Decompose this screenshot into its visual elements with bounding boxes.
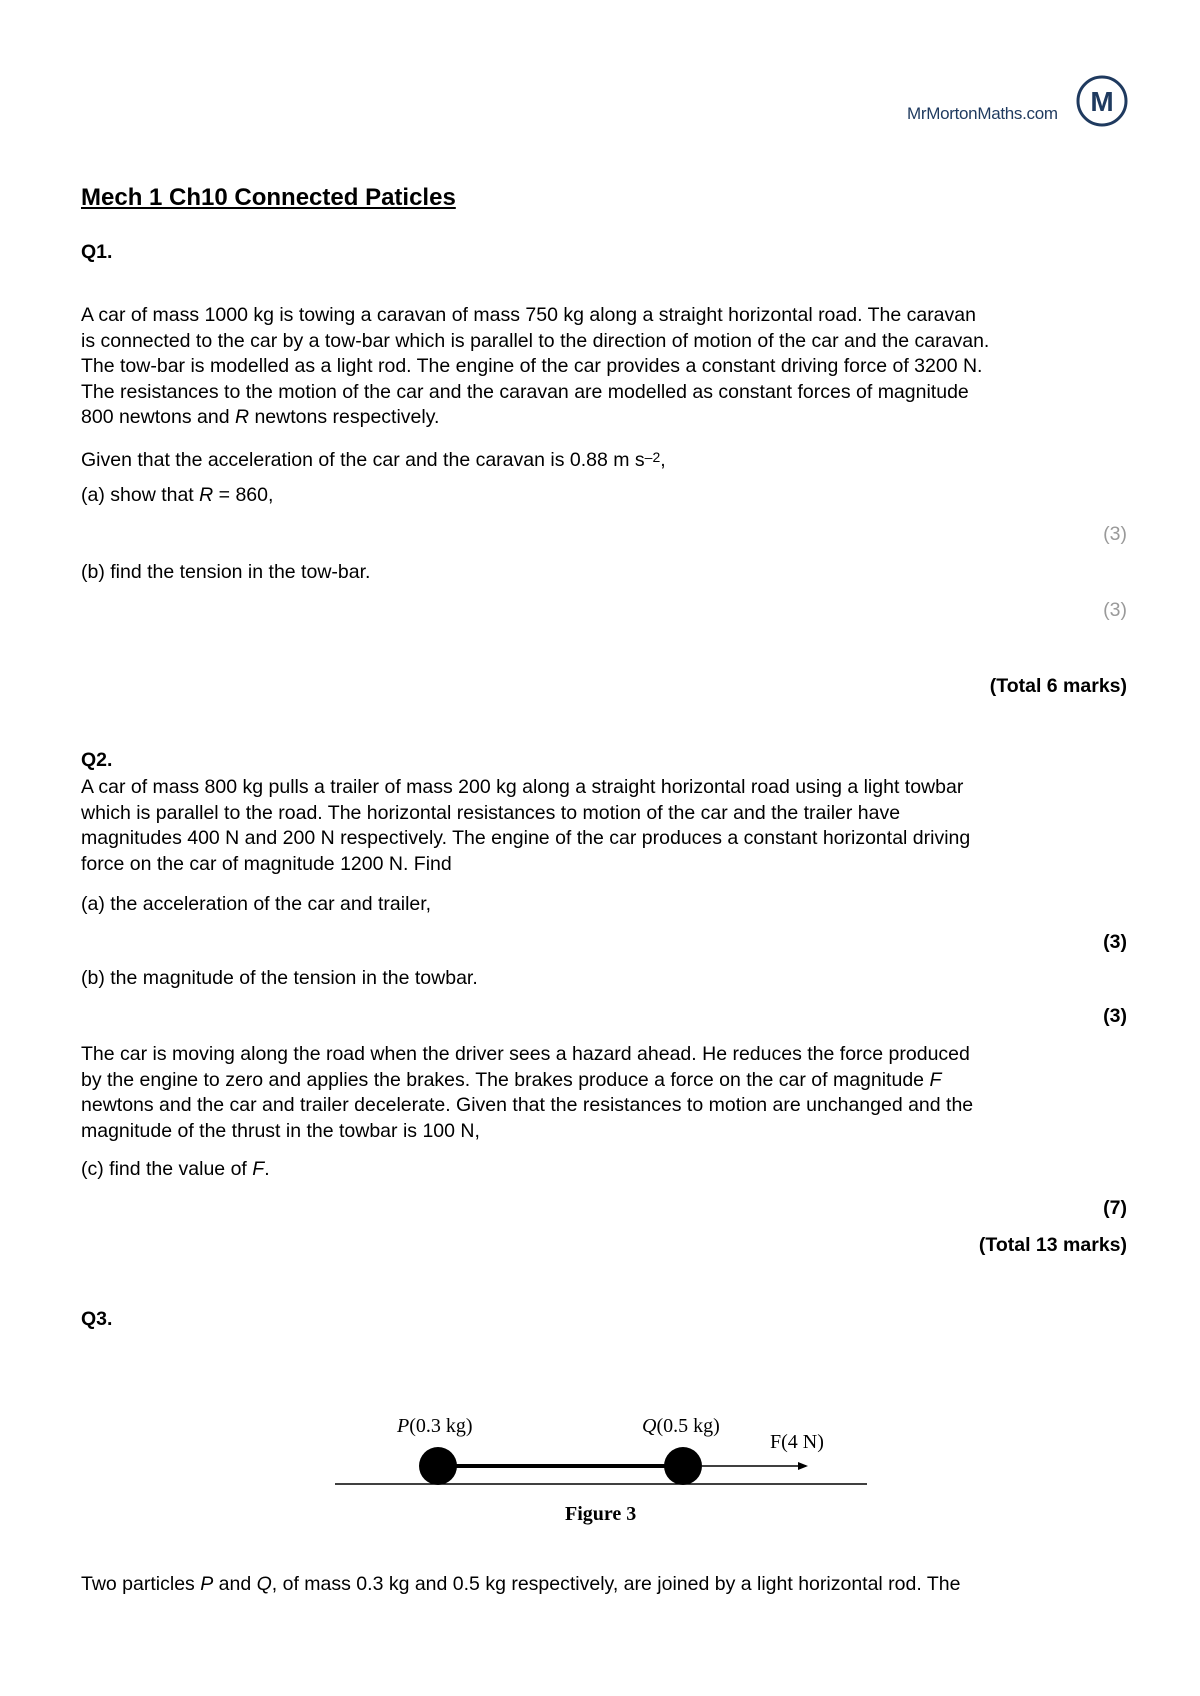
q2-para-line: newtons and the car and trailer decelerate. Given that the resistances to motion are unchanged and the bbox=[81, 1094, 974, 1116]
q2-para-line: by the engine to zero and applies the brakes. The brakes produce a force on the car of magnitude F bbox=[81, 1068, 942, 1091]
q1-part-b-marks: (3) bbox=[1103, 599, 1127, 621]
figure-caption: Figure 3 bbox=[565, 1503, 637, 1525]
q1-given: Given that the acceleration of the car and the caravan is 0.88 m $s^{-2}$, bbox=[81, 449, 666, 471]
site-logo bbox=[900, 74, 1130, 134]
q1-stem-line: The resistances to the motion of the car and the caravan are modelled as constant forces of magnitude bbox=[81, 380, 969, 403]
q2-stem bbox=[81, 775, 1131, 877]
q2-stem-line: magnitudes 400 N and 200 N respectively. The engine of the car produces a constant horizontal driving bbox=[81, 827, 971, 849]
q2-part-a-marks: (3) bbox=[1103, 931, 1127, 953]
svg-text:M: M bbox=[1090, 86, 1114, 117]
q2-part-a: (a) the acceleration of the car and trailer, bbox=[81, 893, 432, 915]
q1-part-a: (a) show that R = 860, bbox=[81, 484, 274, 506]
q2-stem-line: which is parallel to the road. The horizontal resistances to motion of the car and the trailer have bbox=[81, 801, 901, 824]
q2-part-c: (c) find the value of F. bbox=[81, 1158, 270, 1180]
q1-stem-line: The tow-bar is modelled as a light rod. The engine of the car provides a constant driving force of 3200 N. bbox=[81, 355, 983, 377]
q3-stem: Two particles P and Q, of mass 0.3 kg and 0.5 kg respectively, are joined by a light horizontal rod. The bbox=[81, 1573, 961, 1595]
figure-3-diagram bbox=[330, 1400, 880, 1540]
particle-q bbox=[664, 1447, 702, 1485]
q2-hazard-paragraph bbox=[81, 1042, 1131, 1144]
q1-stem-line: is connected to the car by a tow-bar which is parallel to the direction of motion of the car and the caravan. bbox=[81, 329, 990, 352]
q1-total-marks: (Total 6 marks) bbox=[989, 675, 1127, 697]
q2-part-b: (b) the magnitude of the tension in the towbar. bbox=[81, 967, 478, 989]
svg-text:Q(0.5 kg) bbox=[642, 1415, 720, 1437]
p-mass: (0.3 kg) bbox=[409, 1415, 473, 1437]
logo-mark-icon bbox=[1075, 74, 1129, 128]
q1-stem bbox=[81, 303, 1131, 431]
q-label: Q bbox=[642, 1415, 657, 1437]
q1-stem-line: A car of mass 1000 kg is towing a caravan of mass 750 kg along a straight horizontal road. The caravan bbox=[81, 304, 976, 326]
q1-label: Q1. bbox=[81, 241, 113, 263]
q2-stem-line: force on the car of magnitude 1200 N. Find bbox=[81, 852, 452, 875]
q2-total-marks: (Total 13 marks) bbox=[978, 1234, 1127, 1256]
q2-label: Q2. bbox=[81, 749, 113, 771]
q1-part-b: (b) find the tension in the tow-bar. bbox=[81, 561, 371, 583]
q2-para-line: magnitude of the thrust in the towbar is 100 N, bbox=[81, 1119, 480, 1142]
particle-p bbox=[419, 1447, 457, 1485]
force-label: F(4 N) bbox=[770, 1431, 824, 1453]
q2-para-line: The car is moving along the road when the driver sees a hazard ahead. He reduces the force produced bbox=[81, 1043, 970, 1065]
svg-text:P(0.3 kg) bbox=[396, 1415, 473, 1437]
force-arrow-head bbox=[798, 1462, 808, 1470]
q1-stem-line: 800 newtons and R newtons respectively. bbox=[81, 406, 440, 428]
q2-part-c-marks: (7) bbox=[1103, 1197, 1127, 1219]
logo-text: MrMortonMaths.com bbox=[907, 104, 1058, 123]
p-label: P bbox=[397, 1415, 410, 1437]
q2-part-b-marks: (3) bbox=[1103, 1005, 1127, 1027]
page-title: Mech 1 Ch10 Connected Paticles bbox=[81, 184, 456, 211]
q1-part-a-marks: (3) bbox=[1103, 523, 1127, 545]
q2-stem-line: A car of mass 800 kg pulls a trailer of mass 200 kg along a straight horizontal road using a light towbar bbox=[81, 776, 964, 798]
q-mass: (0.5 kg) bbox=[656, 1415, 720, 1437]
q3-label: Q3. bbox=[81, 1308, 113, 1330]
